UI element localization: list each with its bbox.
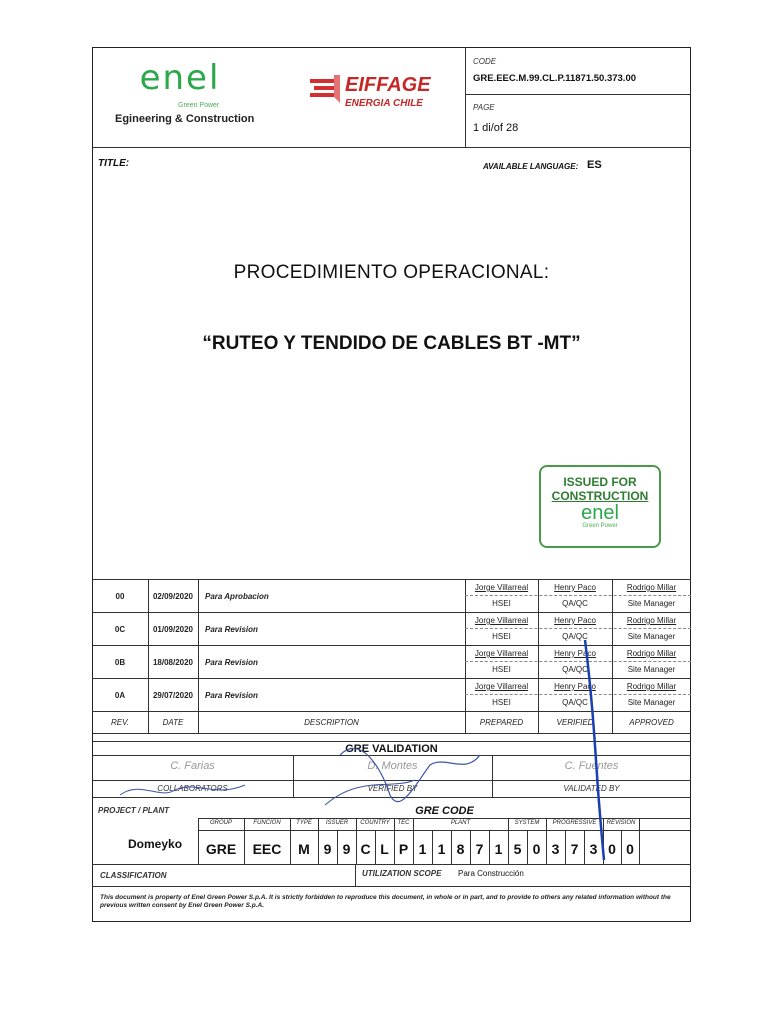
verified-role: QA/QC <box>562 665 588 674</box>
project-value: Domeyko <box>128 837 183 851</box>
rev-date: 01/09/2020 <box>152 625 194 634</box>
rev-header-rev: REV. <box>110 718 130 727</box>
grecode-value-plant: 1 <box>494 841 503 857</box>
prepared-name: Jorge Villarreal <box>474 649 529 658</box>
enel-logo <box>130 58 230 98</box>
grecode-title: GRE CODE <box>415 805 474 817</box>
rev-description: Para Revision <box>205 691 258 700</box>
rev-number: 0A <box>114 691 126 700</box>
division-name: Egineering & Construction <box>115 113 255 125</box>
issued-for-construction-stamp <box>539 465 661 548</box>
validated-by-label: VALIDATED BY <box>563 784 620 793</box>
grecode-value-progressive: 3 <box>551 841 560 857</box>
grecode-header-system: SYSTEM <box>514 820 540 826</box>
grecode-header-revision: REVISION <box>606 820 636 826</box>
approved-role: Site Manager <box>627 632 676 641</box>
grecode-value-type: M <box>298 841 310 857</box>
grecode-header-type: TYPE <box>296 820 312 826</box>
eiffage-icon <box>310 75 340 103</box>
approved-role: Site Manager <box>627 665 676 674</box>
rev-number: 00 <box>115 592 125 601</box>
document-title-line2: “RUTEO Y TENDIDO DE CABLES BT -MT” <box>202 333 581 354</box>
verified-name: Henry Paco <box>554 616 596 625</box>
rev-col-line <box>148 579 149 733</box>
validator-name: C. Fuentes <box>564 760 619 772</box>
grecode-col-line <box>639 818 640 864</box>
utilization-value: Para Construcción <box>458 869 524 878</box>
code-value: GRE.EEC.M.99.CL.P.11871.50.373.00 <box>473 73 637 84</box>
rev-header-verified: VERIFIED <box>556 718 594 727</box>
approved-role: Site Manager <box>627 599 676 608</box>
eiffage-name: EIFFAGE <box>345 74 431 96</box>
approved-name: Rodrigo Millar <box>626 649 677 658</box>
prepared-role: HSEI <box>492 665 511 674</box>
grecode-value-revision: 0 <box>626 841 634 857</box>
grecode-header-issuer: ISSUER <box>325 820 349 826</box>
approved-name: Rodrigo Millar <box>626 682 677 691</box>
rev-date: 18/08/2020 <box>152 658 194 667</box>
verified-name: Henry Paco <box>554 682 596 691</box>
title-label: TITLE: <box>98 158 130 169</box>
rev-description: Para Revision <box>205 658 258 667</box>
grecode-value-plant: 7 <box>475 841 484 857</box>
document-title-line1: PROCEDIMIENTO OPERACIONAL: <box>233 262 550 283</box>
rev-cell-divider <box>465 595 691 596</box>
stamp-sub: Green Power <box>582 523 618 529</box>
project-label: PROJECT / PLANT <box>98 806 170 815</box>
verified-role: QA/QC <box>562 698 588 707</box>
rev-header-desc: DESCRIPTION <box>304 718 359 727</box>
grecode-header-progressive: PROGRESSIVE <box>552 820 597 826</box>
grecode-header-country: COUNTRY <box>360 820 390 826</box>
prepared-role: HSEI <box>492 599 511 608</box>
grecode-header-tec: TEC <box>397 820 410 826</box>
eiffage-sub: ENERGIA CHILE <box>345 98 423 109</box>
enel-sub: Green Power <box>178 102 220 109</box>
classification-label: CLASSIFICATION <box>100 871 167 880</box>
collaborator-signature <box>115 770 255 810</box>
disclaimer: This document is property of Enel Green Power S.p.A. It is strictly forbidden to reproduce this document, in whole or in part, and to provide to others any related information without the previous written consent by Enel Green Power S.p.A. <box>100 894 671 909</box>
grecode-value-plant: 1 <box>418 841 427 857</box>
grecode-header-funcion: FUNCION <box>253 820 281 826</box>
verifier-name: D. Montes <box>367 760 418 772</box>
code-label: CODE <box>473 57 497 66</box>
grecode-value-funcion: EEC <box>252 841 282 857</box>
verified-by-label: VERIFIED BY <box>367 784 418 793</box>
approved-name: Rodrigo Millar <box>626 583 677 592</box>
grecode-value-country: C <box>360 841 371 857</box>
verified-name: Henry Paco <box>554 649 596 658</box>
rev-date: 02/09/2020 <box>152 592 194 601</box>
language-value: ES <box>587 159 602 171</box>
grecode-value-progressive: 3 <box>589 841 598 857</box>
footer-col-line <box>355 864 356 886</box>
rev-number: 0B <box>114 658 126 667</box>
enel-logo-text: enel <box>139 58 221 98</box>
collaborators-label: COLLABORATORS <box>157 784 228 793</box>
rev-description: Para Aprobacion <box>205 592 269 601</box>
page-value: 1 di/of 28 <box>473 122 519 134</box>
eiffage-logo <box>310 75 340 108</box>
collaborator-name: C. Farias <box>170 760 215 772</box>
header-code-divider <box>465 94 691 95</box>
grecode-value-plant: 8 <box>456 841 465 857</box>
rev-date: 29/07/2020 <box>152 691 194 700</box>
rev-header-prepared: PREPARED <box>479 718 524 727</box>
prepared-role: HSEI <box>492 632 511 641</box>
approved-role: Site Manager <box>627 698 676 707</box>
stamp-line1: ISSUED FOR <box>563 475 637 489</box>
rev-table-top <box>92 579 691 580</box>
validation-title: GRE VALIDATION <box>345 743 438 755</box>
rev-header-approved: APPROVED <box>629 718 674 727</box>
grecode-value-system: 0 <box>532 841 541 857</box>
header-divider <box>465 47 466 147</box>
page-label: PAGE <box>473 103 495 112</box>
grecode-value-issuer: 9 <box>342 841 351 857</box>
grecode-header-plant: PLANT <box>450 820 471 826</box>
utilization-label: UTILIZATION SCOPE <box>362 869 442 878</box>
grecode-value-tec: P <box>398 841 409 857</box>
verified-name: Henry Paco <box>554 583 596 592</box>
rev-number: 0C <box>114 625 126 634</box>
footer-mid-line <box>92 886 691 887</box>
signature-ink <box>320 615 620 865</box>
grecode-value-group: GRE <box>205 841 237 857</box>
rev-col-line <box>198 579 199 733</box>
prepared-role: HSEI <box>492 698 511 707</box>
approved-name: Rodrigo Millar <box>626 616 677 625</box>
grecode-value-issuer: 9 <box>323 841 332 857</box>
stamp-logo: enel <box>581 502 619 524</box>
grecode-value-revision: 0 <box>608 841 616 857</box>
grecode-value-system: 5 <box>513 841 522 857</box>
language-label: AVAILABLE LANGUAGE: <box>483 162 579 171</box>
stamp-line2: CONSTRUCTION <box>551 489 649 503</box>
prepared-name: Jorge Villarreal <box>474 682 529 691</box>
rev-header-date: DATE <box>162 718 184 727</box>
prepared-name: Jorge Villarreal <box>474 583 529 592</box>
rev-description: Para Revision <box>205 625 258 634</box>
grecode-value-plant: 1 <box>437 841 446 857</box>
verified-role: QA/QC <box>562 599 588 608</box>
rev-row-line <box>92 612 691 613</box>
prepared-name: Jorge Villarreal <box>474 616 529 625</box>
grecode-value-country: L <box>380 841 389 857</box>
verified-role: QA/QC <box>562 632 588 641</box>
grecode-header-group: GROUP <box>209 820 232 826</box>
header-bottom-line <box>92 147 691 148</box>
grecode-value-progressive: 7 <box>570 841 579 857</box>
